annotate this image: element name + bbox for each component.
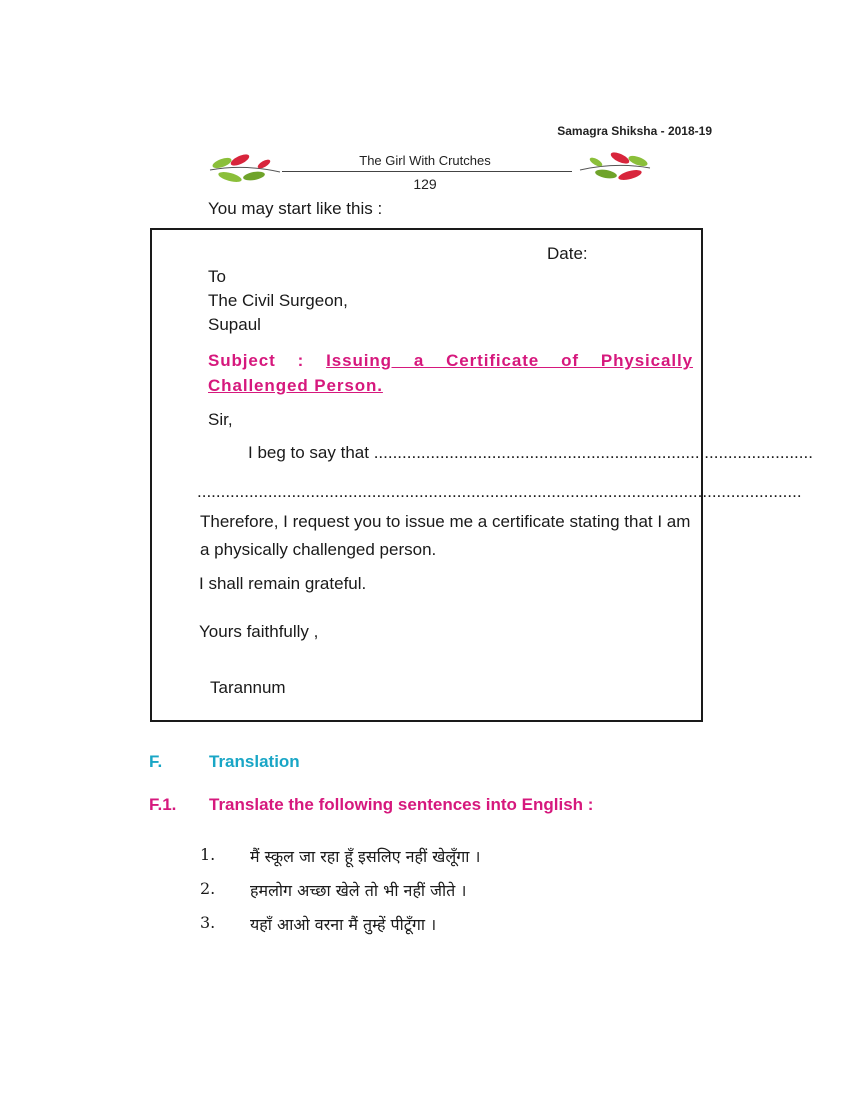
letter-closing: Yours faithfully , [199, 622, 319, 641]
letter-addressee: The Civil Surgeon, [208, 291, 348, 310]
letter-blank-line: ................................................................................................................................ [197, 482, 802, 501]
letter-signature: Tarannum [210, 678, 286, 697]
subject-label: Subject : [208, 351, 327, 370]
item-sentence: यहाँ आओ वरना मैं तुम्हें पीटूँगा । [250, 915, 437, 934]
item-number: 2. [200, 879, 216, 898]
section-f1-title: Translate the following sentences into English : [209, 795, 594, 814]
chapter-title: The Girl With Crutches [359, 153, 491, 168]
letter-place: Supaul [208, 315, 261, 334]
item-sentence: हमलोग अच्छा खेले तो भी नहीं जीते । [250, 881, 467, 900]
series-label: Samagra Shiksha - 2018-19 [557, 124, 712, 138]
date-label: Date: [547, 244, 588, 263]
letter-opening: I beg to say that ............................................................................................. [248, 443, 813, 462]
letter-to: To [208, 267, 226, 286]
letter-format-box [150, 228, 813, 722]
letter-gratitude: I shall remain grateful. [199, 574, 367, 593]
page-number: 129 [413, 176, 437, 192]
item-number: 3. [200, 913, 216, 932]
intro-text: You may start like this : [208, 199, 383, 218]
letter-request: Therefore, I request you to issue me a certificate stating that I am a physically challenged person. [200, 512, 691, 559]
section-f-label: F. [149, 752, 163, 771]
letter-subject [208, 348, 693, 398]
subject-text: Issuing a Certificate of Physically Challenged Person. [208, 351, 693, 395]
letter-salutation: Sir, [208, 410, 233, 429]
leaf-ornament-right [580, 148, 652, 184]
item-number: 1. [200, 845, 216, 864]
chapter-rule [282, 171, 572, 172]
item-sentence: मैं स्कूल जा रहा हूँ इसलिए नहीं खेलूँगा । [250, 847, 481, 866]
section-f-title: Translation [209, 752, 300, 771]
section-f1-label: F.1. [149, 795, 177, 814]
